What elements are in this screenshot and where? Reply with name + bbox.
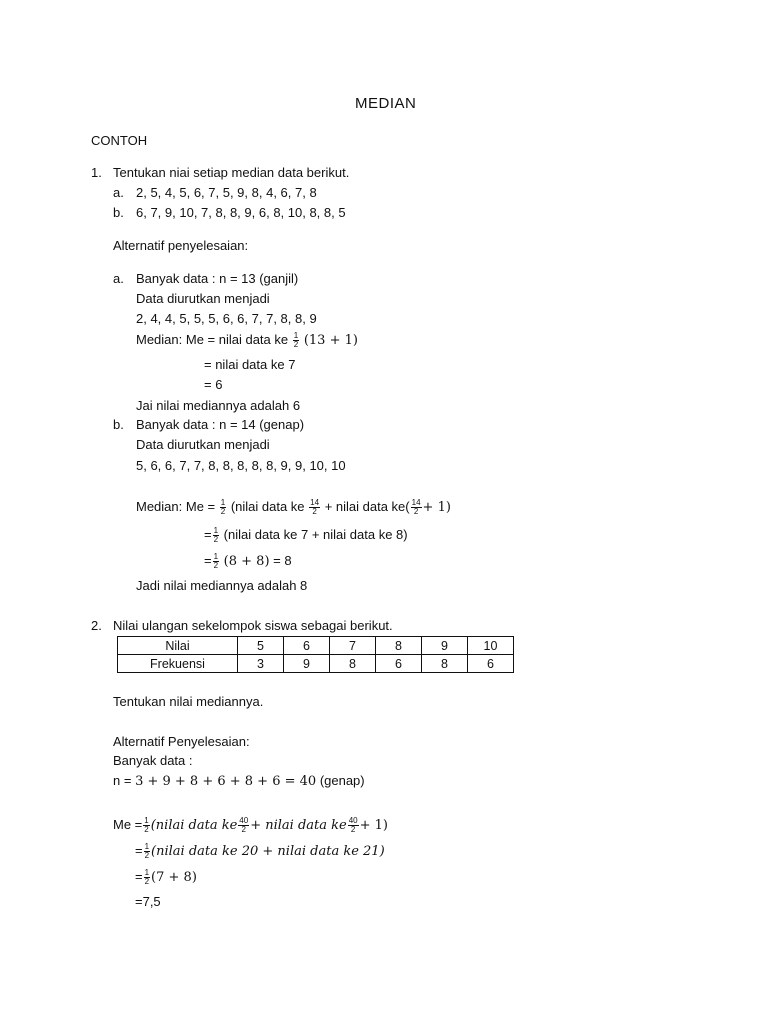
table-cell: 8 <box>422 655 468 673</box>
sol-b-step3-text: (8 + 8) <box>223 554 270 569</box>
q1-text: Tentukan niai setiap median data berikut. <box>113 165 350 180</box>
table-row <box>118 655 514 673</box>
sol-b-part2: + nilai data ke <box>324 499 406 514</box>
fraction: $\frac{1}{2}$ <box>144 816 149 835</box>
sol-b-median-prefix: Median: Me = <box>136 499 216 514</box>
sol-b-part1: (nilai data ke <box>230 499 305 514</box>
sol-a-conclusion: Jai nilai mediannya adalah 6 <box>136 398 301 413</box>
q2-alt-heading: Alternatif Penyelesaian: <box>113 734 250 749</box>
sol-b-step2 <box>204 527 408 544</box>
sol-a-banyak: Banyak data : n = 13 (ganjil) <box>136 271 299 286</box>
sol-b-step3-result: = 8 <box>273 553 292 568</box>
paren: ( <box>405 499 410 514</box>
sol-a-step2: = nilai data ke 7 <box>204 357 296 372</box>
table-cell: 7 <box>330 637 376 655</box>
sol-b-sorted: 5, 6, 6, 7, 7, 8, 8, 8, 8, 8, 9, 9, 10, 10 <box>136 458 346 473</box>
q2-text: Nilai ulangan sekelompok siswa sebagai berikut. <box>113 618 393 633</box>
sol-b-step3 <box>204 553 292 570</box>
q2-n <box>113 773 365 790</box>
q1-a-label: a. <box>113 185 124 200</box>
table-header-nilai: Nilai <box>118 637 238 655</box>
q2-question: Tentukan nilai mediannya. <box>113 694 264 709</box>
q2-n-suffix: (genap) <box>319 773 365 788</box>
sol-a-label: a. <box>113 271 124 286</box>
table-cell: 3 <box>238 655 284 673</box>
sol-b-part3: + 1) <box>422 500 451 515</box>
fraction: $\frac{1}{2}$ <box>213 526 219 545</box>
equals: = <box>204 527 212 542</box>
q1-b-data: 6, 7, 9, 10, 7, 8, 8, 9, 6, 8, 10, 8, 8, 5 <box>136 205 346 220</box>
fraction: $\frac{40}{2}$ <box>239 816 249 835</box>
table-cell: 9 <box>284 655 330 673</box>
sol-a-median <box>136 332 358 349</box>
table-cell: 8 <box>330 655 376 673</box>
table-cell: 10 <box>468 637 514 655</box>
sol-b-conclusion: Jadi nilai mediannya adalah 8 <box>136 578 308 593</box>
q2-me-part3: + 1) <box>359 818 388 833</box>
sol-a-sorted: 2, 4, 4, 5, 5, 5, 6, 6, 7, 7, 8, 8, 9 <box>136 311 317 326</box>
q2-n-expr: 3 + 9 + 8 + 6 + 8 + 6 = 40 <box>135 774 317 789</box>
equals: = <box>135 843 143 858</box>
fraction: $\frac{1}{2}$ <box>213 552 219 571</box>
q2-number: 2. <box>91 618 102 633</box>
q2-n-prefix: n = <box>113 773 132 788</box>
table-header-frekuensi: Frekuensi <box>118 655 238 673</box>
table-cell: 6 <box>468 655 514 673</box>
q1-alt-heading: Alternatif penyelesaian: <box>113 238 249 253</box>
sol-b-median <box>136 499 451 516</box>
q2-me <box>113 817 388 834</box>
fraction: $\frac{40}{2}$ <box>348 816 358 835</box>
table-cell: 6 <box>284 637 330 655</box>
sol-a-step3: = 6 <box>204 377 223 392</box>
fraction: $\frac{1}{2}$ <box>220 498 226 517</box>
table-cell: 9 <box>422 637 468 655</box>
sol-a-median-suffix: (13 + 1) <box>303 333 358 348</box>
table-cell: 5 <box>238 637 284 655</box>
fraction: $\frac{1}{2}$ <box>144 868 150 887</box>
sol-a-median-prefix: Median: Me = nilai data ke <box>136 332 289 347</box>
q2-step2-text: (nilai data ke 20 + nilai data ke 21) <box>151 844 385 859</box>
fraction: $\frac{14}{2}$ <box>310 498 320 517</box>
q1-b-label: b. <box>113 205 124 220</box>
q2-me-part1: (nilai data ke <box>150 818 238 833</box>
table-cell: 8 <box>376 637 422 655</box>
section-heading-contoh: CONTOH <box>91 133 148 148</box>
sol-b-banyak: Banyak data : n = 14 (genap) <box>136 417 305 432</box>
equals: = <box>135 869 143 884</box>
q1-number: 1. <box>91 165 102 180</box>
sol-b-label: b. <box>113 417 124 432</box>
page-title: MEDIAN <box>355 95 417 112</box>
fraction: $\frac{1}{2}$ <box>144 842 150 861</box>
q2-step3 <box>135 869 197 886</box>
sol-b-step2-text: (nilai data ke 7 + nilai data ke 8) <box>223 527 408 542</box>
q1-a-data: 2, 5, 4, 5, 6, 7, 5, 9, 8, 4, 6, 7, 8 <box>136 185 317 200</box>
q2-me-prefix: Me = <box>113 817 143 832</box>
q2-step3-text: (7 + 8) <box>151 870 197 885</box>
q2-me-part2: + nilai data ke <box>250 818 347 833</box>
q2-banyak: Banyak data : <box>113 753 193 768</box>
frequency-table <box>117 636 514 673</box>
equals: = <box>204 553 212 568</box>
fraction: $\frac{1}{2}$ <box>293 331 299 350</box>
table-row <box>118 637 514 655</box>
q2-step2 <box>135 843 385 860</box>
sol-a-diurutkan: Data diurutkan menjadi <box>136 291 270 306</box>
q2-step4: =7,5 <box>135 894 161 909</box>
fraction: $\frac{14}{2}$ <box>411 498 421 517</box>
table-cell: 6 <box>376 655 422 673</box>
sol-b-diurutkan: Data diurutkan menjadi <box>136 437 270 452</box>
